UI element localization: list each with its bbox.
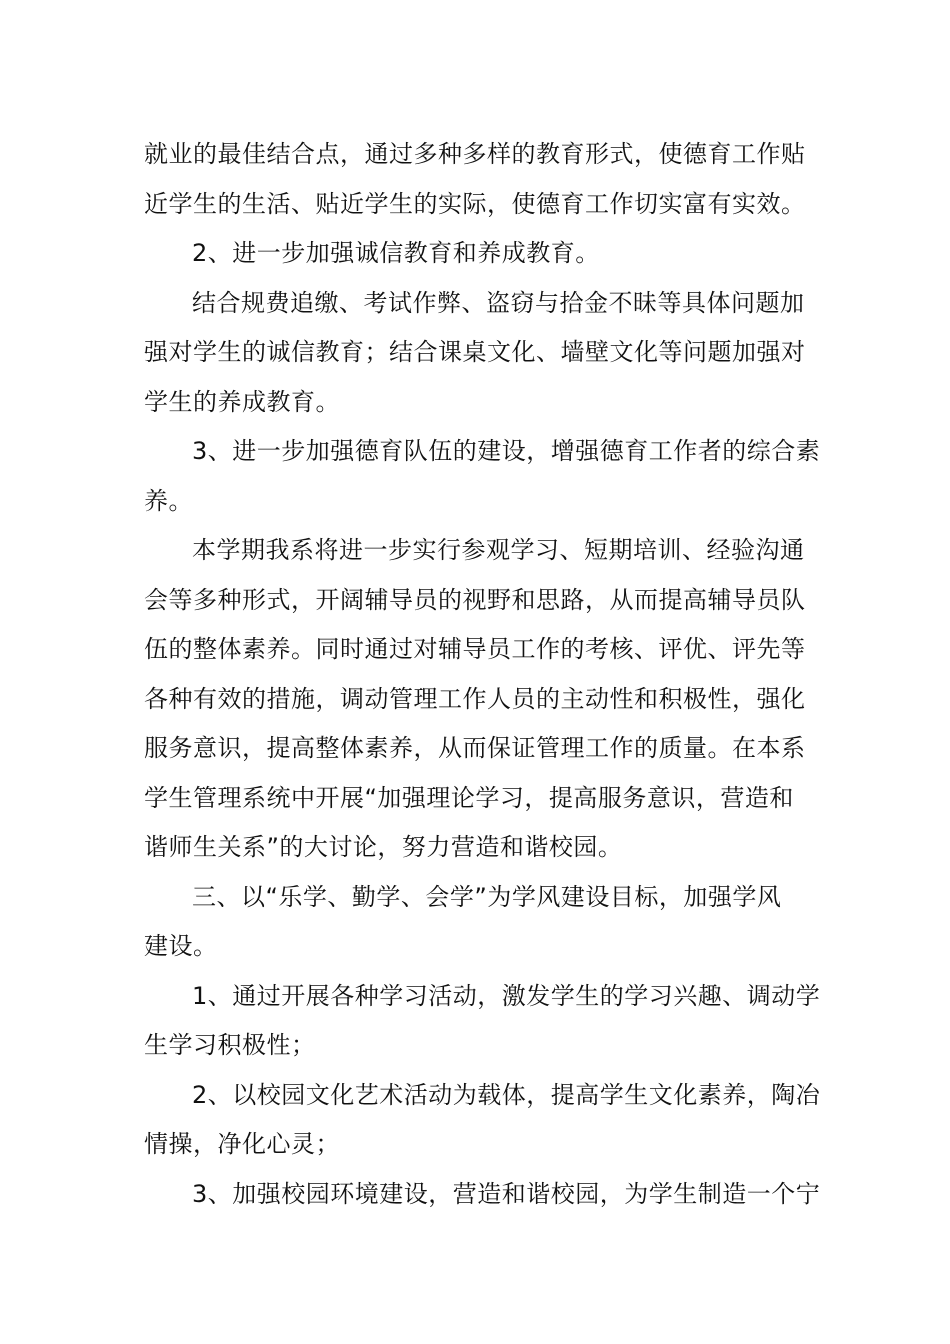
- text-line-4: 结合规费追缴、考试作弊、盗窃与拾金不昧等具体问题加: [192, 288, 805, 317]
- text-line-17: 建设。: [144, 932, 218, 960]
- text-line-9: 本学期我系将进一步实行参观学习、短期培训、经验沟通: [192, 536, 805, 564]
- text-line-18: 1、通过开展各种学习活动，激发学生的学习兴趣、调动学: [192, 981, 821, 1010]
- text-line-10: 会等多种形式，开阔辅导员的视野和思路，从而提高辅导员队: [144, 585, 806, 614]
- text-line-22: 3、加强校园环境建设，营造和谐校园，为学生制造一个宁: [192, 1179, 821, 1208]
- text-line-11: 伍的整体素养。同时通过对辅导员工作的考核、评优、评先等: [144, 635, 806, 663]
- text-line-12: 各种有效的措施，调动管理工作人员的主动性和积极性，强化: [144, 684, 806, 713]
- text-line-21: 情操，净化心灵；: [144, 1130, 340, 1158]
- text-line-20: 2、以校园文化艺术活动为载体，提高学生文化素养，陶冶: [192, 1080, 821, 1109]
- text-line-13: 服务意识，提高整体素养，从而保证管理工作的质量。在本系: [144, 734, 806, 762]
- text-line-6: 学生的养成教育。: [144, 387, 340, 416]
- text-line-2: 近学生的生活、贴近学生的实际，使德育工作切实富有实效。: [144, 189, 806, 218]
- text-line-16: 三、以“乐学、勤学、会学”为学风建设目标，加强学风: [192, 882, 782, 911]
- text-line-8: 养。: [144, 486, 193, 515]
- text-line-7: 3、进一步加强德育队伍的建设，增强德育工作者的综合素: [192, 437, 821, 465]
- text-line-5: 强对学生的诚信教育；结合课桌文化、墙壁文化等问题加强对: [144, 338, 806, 366]
- text-line-1: 就业的最佳结合点，通过多种多样的教育形式，使德育工作贴: [144, 140, 806, 168]
- text-line-3: 2、进一步加强诚信教育和养成教育。: [192, 239, 600, 267]
- text-line-15: 谐师生关系”的大讨论，努力营造和谐校园。: [144, 833, 623, 861]
- text-line-19: 生学习积极性；: [144, 1031, 316, 1059]
- document-body: [144, 130, 821, 1219]
- text-line-14: 学生管理系统中开展“加强理论学习，提高服务意识，营造和: [144, 783, 794, 812]
